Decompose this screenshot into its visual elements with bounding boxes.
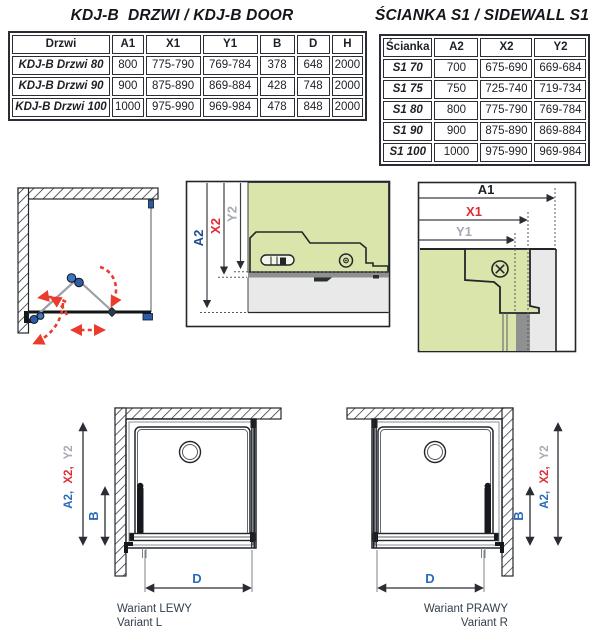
cell: 1000 — [112, 98, 144, 117]
column-header: H — [332, 35, 364, 54]
cell: 748 — [297, 77, 330, 96]
cell: 800 — [112, 56, 144, 75]
cell: 975-990 — [146, 98, 201, 117]
column-header: X2 — [480, 38, 532, 57]
cell: 675-690 — [480, 59, 532, 78]
cell: S1 80 — [383, 101, 432, 120]
cell: S1 100 — [383, 143, 432, 162]
column-header: Ścianka — [383, 38, 432, 57]
cell: 848 — [297, 98, 330, 117]
table-header-row — [12, 35, 363, 54]
dim-label-x1: X1 — [466, 204, 482, 219]
dim-label-x2: X2 — [208, 218, 223, 234]
variant-right-plan-diagram — [330, 393, 582, 603]
cell: 969-984 — [203, 98, 258, 117]
dim-label-y1: Y1 — [456, 224, 472, 239]
cell: 969-984 — [534, 143, 586, 162]
dim-label-a1: A1 — [477, 182, 495, 197]
door-profile-detail-diagram — [410, 178, 611, 360]
cell: 800 — [434, 101, 478, 120]
cell: 428 — [260, 77, 295, 96]
wall-profile-light — [530, 249, 556, 351]
cell: 378 — [260, 56, 295, 75]
dim-label-a2: A2 — [191, 229, 206, 247]
shower-tray — [135, 427, 250, 538]
variant-right-title: Wariant PRAWY — [423, 603, 508, 615]
dim-label-combo: A2, X2, Y2 — [539, 445, 551, 509]
column-header: X1 — [146, 35, 201, 54]
cell: 869-884 — [203, 77, 258, 96]
door-handle — [137, 483, 144, 534]
cell: 725-740 — [480, 80, 532, 99]
cell: 769-784 — [203, 56, 258, 75]
variant-left-caption — [117, 602, 192, 630]
dim-label-d: D — [192, 571, 202, 586]
cell: 869-884 — [534, 122, 586, 141]
sidewall-table-title: ŚCIANKA S1 / SIDEWALL S1 — [374, 7, 590, 24]
table-row — [383, 122, 586, 141]
cell: S1 90 — [383, 122, 432, 141]
cell: KDJ-B Drzwi 80 — [12, 56, 110, 75]
cell: 719-734 — [534, 80, 586, 99]
cell: 769-784 — [534, 101, 586, 120]
variant-left-subtitle: Variant L — [117, 617, 163, 629]
door-hinges — [24, 274, 153, 324]
dim-label-d: D — [425, 571, 435, 586]
table-row — [12, 77, 363, 96]
sidewall-table — [379, 34, 590, 166]
column-header: Drzwi — [12, 35, 110, 54]
door-table-title: KDJ-B DRZWI / KDJ-B DOOR — [70, 7, 294, 24]
table-row — [383, 101, 586, 120]
cell: 775-790 — [146, 56, 201, 75]
cell: S1 70 — [383, 59, 432, 78]
variant-right-subtitle: Variant R — [460, 617, 508, 629]
shower-tray — [378, 427, 493, 538]
dim-label-b: B — [511, 511, 526, 521]
sidewall-profile-detail-diagram — [183, 178, 393, 338]
table-row — [383, 59, 586, 78]
wall-profile-light — [248, 278, 389, 313]
table-row — [12, 98, 363, 117]
cell: KDJ-B Drzwi 100 — [12, 98, 110, 117]
door-handle — [485, 483, 492, 534]
door-table — [8, 31, 367, 121]
dim-label-y2: Y2 — [224, 206, 240, 222]
cell: 900 — [112, 77, 144, 96]
column-header: A2 — [434, 38, 478, 57]
dim-label-combo: A2, X2, Y2 — [63, 445, 75, 509]
cell: 2000 — [332, 98, 364, 117]
cell: 975-990 — [480, 143, 532, 162]
profile-strip-dark — [248, 272, 389, 278]
wall-profile-top — [149, 200, 154, 208]
cell: 669-684 — [534, 59, 586, 78]
cell: S1 75 — [383, 80, 432, 99]
cell: 2000 — [332, 56, 364, 75]
cell: 700 — [434, 59, 478, 78]
cell: KDJ-B Drzwi 90 — [12, 77, 110, 96]
column-header: B — [260, 35, 295, 54]
cell: 478 — [260, 98, 295, 117]
dim-label-b: B — [86, 511, 101, 521]
cell: 2000 — [332, 77, 364, 96]
table-row — [12, 56, 363, 75]
door-bottom-rail — [130, 532, 255, 542]
cell: 875-890 — [480, 122, 532, 141]
cell: 775-790 — [480, 101, 532, 120]
door-bottom-rail — [373, 532, 498, 542]
cell: 875-890 — [146, 77, 201, 96]
variant-right-caption — [424, 602, 508, 630]
variant-left-title: Wariant LEWY — [117, 603, 192, 615]
cell: 1000 — [434, 143, 478, 162]
table-header-row — [383, 38, 586, 57]
column-header: D — [297, 35, 330, 54]
column-header: A1 — [112, 35, 144, 54]
door-swing-plan-diagram — [0, 172, 180, 362]
column-header: Y1 — [203, 35, 258, 54]
column-header: Y2 — [534, 38, 586, 57]
cell: 900 — [434, 122, 478, 141]
table-row — [383, 80, 586, 99]
variant-left-plan-diagram — [58, 393, 310, 603]
cell: 648 — [297, 56, 330, 75]
cell: 750 — [434, 80, 478, 99]
table-row — [383, 143, 586, 162]
